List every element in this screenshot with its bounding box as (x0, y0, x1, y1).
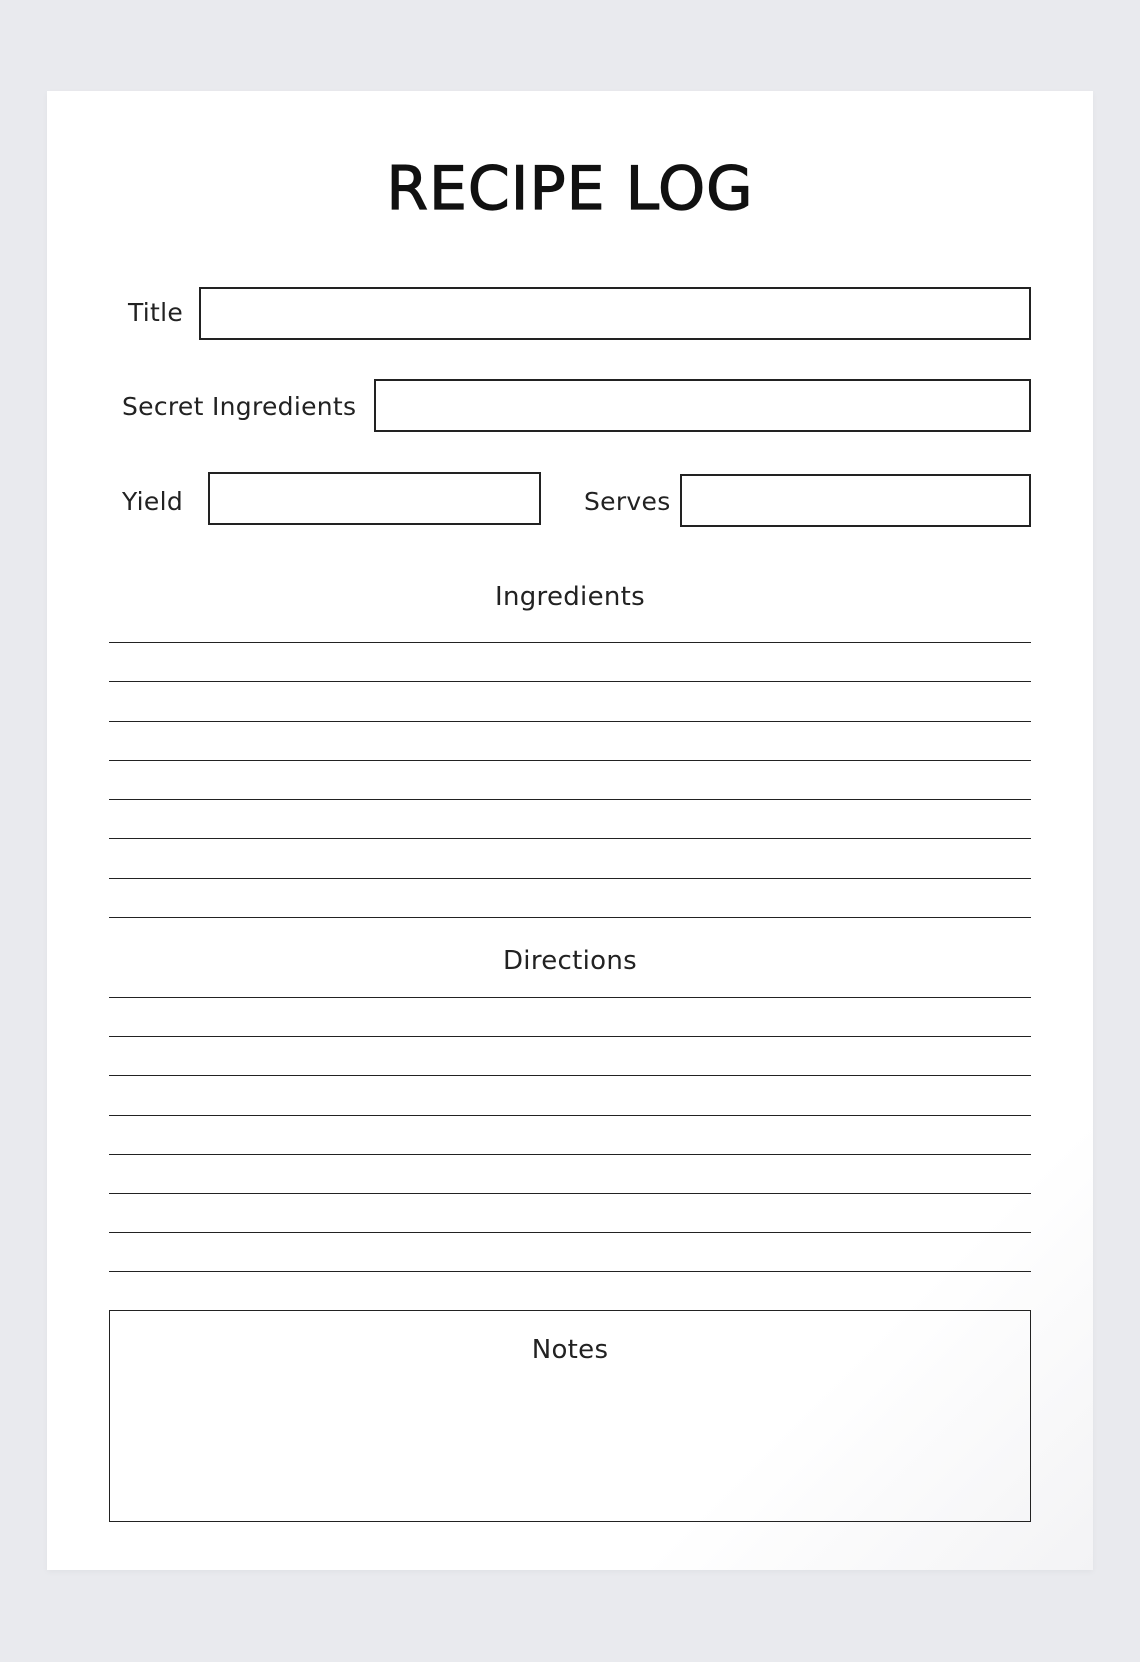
secret-ingredients-field[interactable] (374, 379, 1031, 432)
page-title: RECIPE LOG (386, 154, 754, 224)
recipe-log-sheet (47, 91, 1093, 1570)
ingredients-line[interactable] (109, 681, 1031, 682)
directions-line[interactable] (109, 1271, 1031, 1272)
ingredients-line[interactable] (109, 917, 1031, 918)
secret-ingredients-label: Secret Ingredients (122, 392, 357, 421)
directions-line[interactable] (109, 1036, 1031, 1037)
directions-line[interactable] (109, 1075, 1031, 1076)
ingredients-line[interactable] (109, 642, 1031, 643)
title-label: Title (128, 298, 184, 327)
directions-line[interactable] (109, 1232, 1031, 1233)
ingredients-heading: Ingredients (494, 582, 645, 612)
directions-line[interactable] (109, 1154, 1031, 1155)
ingredients-line[interactable] (109, 878, 1031, 879)
title-field[interactable] (199, 287, 1031, 340)
ingredients-line[interactable] (109, 760, 1031, 761)
ingredients-line[interactable] (109, 838, 1031, 839)
directions-line[interactable] (109, 997, 1031, 998)
ingredients-line[interactable] (109, 721, 1031, 722)
ingredients-line[interactable] (109, 799, 1031, 800)
directions-heading: Directions (502, 946, 637, 976)
yield-label: Yield (122, 487, 184, 516)
serves-field[interactable] (680, 474, 1031, 527)
notes-box[interactable] (109, 1310, 1031, 1522)
directions-line[interactable] (109, 1193, 1031, 1194)
yield-field[interactable] (208, 472, 541, 525)
serves-label: Serves (584, 487, 671, 516)
directions-line[interactable] (109, 1115, 1031, 1116)
notes-heading: Notes (531, 1335, 609, 1365)
